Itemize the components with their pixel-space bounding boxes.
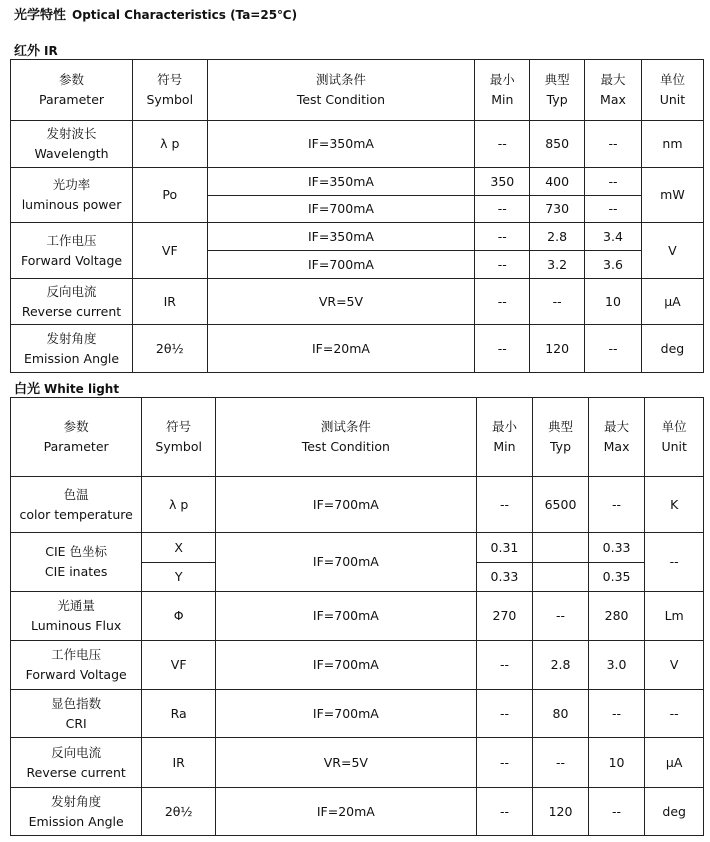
min-cell: -- (476, 641, 533, 690)
white-row-emission-angle (11, 788, 704, 836)
param-cell: 发射波长 Wavelength (11, 121, 133, 168)
min-cell: 0.31 (476, 533, 533, 563)
symbol-cell: 2θ½ (133, 325, 207, 373)
ir-row-vf-1 (11, 223, 704, 251)
ir-header-row (11, 60, 704, 121)
typ-cell: -- (530, 279, 585, 325)
max-cell: -- (585, 168, 642, 196)
ir-section-heading (14, 40, 58, 59)
unit-cell: V (645, 641, 704, 690)
typ-cell (533, 533, 589, 563)
unit-cell: V (641, 223, 703, 279)
header-test-condition: 测试条件 Test Condition (207, 60, 475, 121)
max-cell: 3.6 (585, 251, 642, 279)
unit-cell: μA (641, 279, 703, 325)
max-cell: -- (588, 788, 645, 836)
typ-cell: 80 (533, 690, 589, 738)
white-row-reverse-current (11, 738, 704, 788)
unit-cell: deg (645, 788, 704, 836)
param-cell: 工作电压 Forward Voltage (11, 641, 142, 690)
condition-cell: VR=5V (207, 279, 475, 325)
min-cell: 270 (476, 592, 533, 641)
ir-heading-en: IR (44, 44, 58, 58)
header-parameter: 参数 Parameter (11, 60, 133, 121)
symbol-cell: IR (133, 279, 207, 325)
white-section-heading (14, 378, 119, 397)
param-cell: 反向电流 Reverse current (11, 279, 133, 325)
min-cell: -- (475, 196, 530, 223)
header-typ: 典型 Typ (533, 398, 589, 477)
title-zh: 光学特性 (14, 8, 67, 23)
typ-cell: -- (533, 738, 589, 788)
white-heading-en: White light (44, 382, 120, 396)
condition-cell: IF=700mA (216, 533, 477, 592)
min-cell: -- (475, 223, 530, 251)
min-cell: -- (476, 477, 533, 533)
param-cell: CIE 色坐标 CIE inates (11, 533, 142, 592)
header-unit: 单位 Unit (645, 398, 704, 477)
condition-cell: IF=700mA (216, 592, 477, 641)
max-cell: -- (585, 196, 642, 223)
white-row-cri (11, 690, 704, 738)
max-cell: 10 (585, 279, 642, 325)
ir-row-power-1 (11, 168, 704, 196)
white-row-color-temperature (11, 477, 704, 533)
max-cell: -- (588, 690, 645, 738)
typ-cell: 3.2 (530, 251, 585, 279)
page-title (14, 4, 297, 23)
symbol-cell: VF (133, 223, 207, 279)
condition-cell: IF=700mA (216, 690, 477, 738)
min-cell: -- (476, 738, 533, 788)
unit-cell: K (645, 477, 704, 533)
condition-cell: IF=350mA (207, 168, 475, 196)
max-cell: -- (588, 477, 645, 533)
min-cell: 350 (475, 168, 530, 196)
typ-cell: 2.8 (533, 641, 589, 690)
white-table (10, 397, 704, 836)
header-unit: 单位 Unit (641, 60, 703, 121)
header-symbol: 符号 Symbol (142, 398, 216, 477)
ir-heading-zh: 红外 (14, 44, 41, 59)
max-cell: 0.33 (588, 533, 645, 563)
typ-cell: 6500 (533, 477, 589, 533)
white-row-forward-voltage (11, 641, 704, 690)
unit-cell: deg (641, 325, 703, 373)
condition-cell: IF=700mA (207, 251, 475, 279)
typ-cell: 120 (530, 325, 585, 373)
white-row-luminous-flux (11, 592, 704, 641)
header-min: 最小 Min (475, 60, 530, 121)
min-cell: -- (476, 788, 533, 836)
typ-cell (533, 563, 589, 592)
unit-cell: -- (645, 533, 704, 592)
param-cell: 色温 color temperature (11, 477, 142, 533)
ir-row-reverse-current (11, 279, 704, 325)
max-cell: 10 (588, 738, 645, 788)
unit-cell: μA (645, 738, 704, 788)
symbol-cell: Ra (142, 690, 216, 738)
unit-cell: -- (645, 690, 704, 738)
param-cell: 反向电流 Reverse current (11, 738, 142, 788)
param-cell: 显色指数 CRI (11, 690, 142, 738)
symbol-cell: 2θ½ (142, 788, 216, 836)
max-cell: 3.0 (588, 641, 645, 690)
condition-cell: IF=350mA (207, 223, 475, 251)
unit-cell: nm (641, 121, 703, 168)
min-cell: -- (476, 690, 533, 738)
condition-cell: VR=5V (216, 738, 477, 788)
typ-cell: 120 (533, 788, 589, 836)
ir-row-emission-angle (11, 325, 704, 373)
white-header-row (11, 398, 704, 477)
ir-table (10, 59, 704, 373)
title-en: Optical Characteristics (Ta=25℃) (72, 8, 298, 22)
min-cell: 0.33 (476, 563, 533, 592)
condition-cell: IF=700mA (216, 477, 477, 533)
white-row-cie-x (11, 533, 704, 563)
symbol-cell: IR (142, 738, 216, 788)
condition-cell: IF=700mA (216, 641, 477, 690)
symbol-cell: Po (133, 168, 207, 223)
header-test-condition: 测试条件 Test Condition (216, 398, 477, 477)
header-typ: 典型 Typ (530, 60, 585, 121)
symbol-cell: VF (142, 641, 216, 690)
min-cell: -- (475, 251, 530, 279)
typ-cell: -- (533, 592, 589, 641)
condition-cell: IF=20mA (216, 788, 477, 836)
symbol-cell: Y (142, 563, 216, 592)
param-cell: 发射角度 Emission Angle (11, 788, 142, 836)
ir-row-wavelength (11, 121, 704, 168)
param-cell: 工作电压 Forward Voltage (11, 223, 133, 279)
min-cell: -- (475, 279, 530, 325)
header-min: 最小 Min (476, 398, 533, 477)
max-cell: -- (585, 325, 642, 373)
param-cell: 光通量 Luminous Flux (11, 592, 142, 641)
param-cell: 发射角度 Emission Angle (11, 325, 133, 373)
unit-cell: Lm (645, 592, 704, 641)
typ-cell: 2.8 (530, 223, 585, 251)
header-parameter: 参数 Parameter (11, 398, 142, 477)
min-cell: -- (475, 325, 530, 373)
unit-cell: mW (641, 168, 703, 223)
max-cell: 3.4 (585, 223, 642, 251)
condition-cell: IF=700mA (207, 196, 475, 223)
symbol-cell: λ p (133, 121, 207, 168)
param-cell: 光功率 luminous power (11, 168, 133, 223)
typ-cell: 730 (530, 196, 585, 223)
header-max: 最大 Max (588, 398, 645, 477)
max-cell: -- (585, 121, 642, 168)
condition-cell: IF=350mA (207, 121, 475, 168)
white-heading-zh: 白光 (14, 382, 41, 397)
min-cell: -- (475, 121, 530, 168)
condition-cell: IF=20mA (207, 325, 475, 373)
max-cell: 0.35 (588, 563, 645, 592)
header-max: 最大 Max (585, 60, 642, 121)
symbol-cell: Φ (142, 592, 216, 641)
typ-cell: 400 (530, 168, 585, 196)
symbol-cell: λ p (142, 477, 216, 533)
symbol-cell: X (142, 533, 216, 563)
header-symbol: 符号 Symbol (133, 60, 207, 121)
typ-cell: 850 (530, 121, 585, 168)
max-cell: 280 (588, 592, 645, 641)
